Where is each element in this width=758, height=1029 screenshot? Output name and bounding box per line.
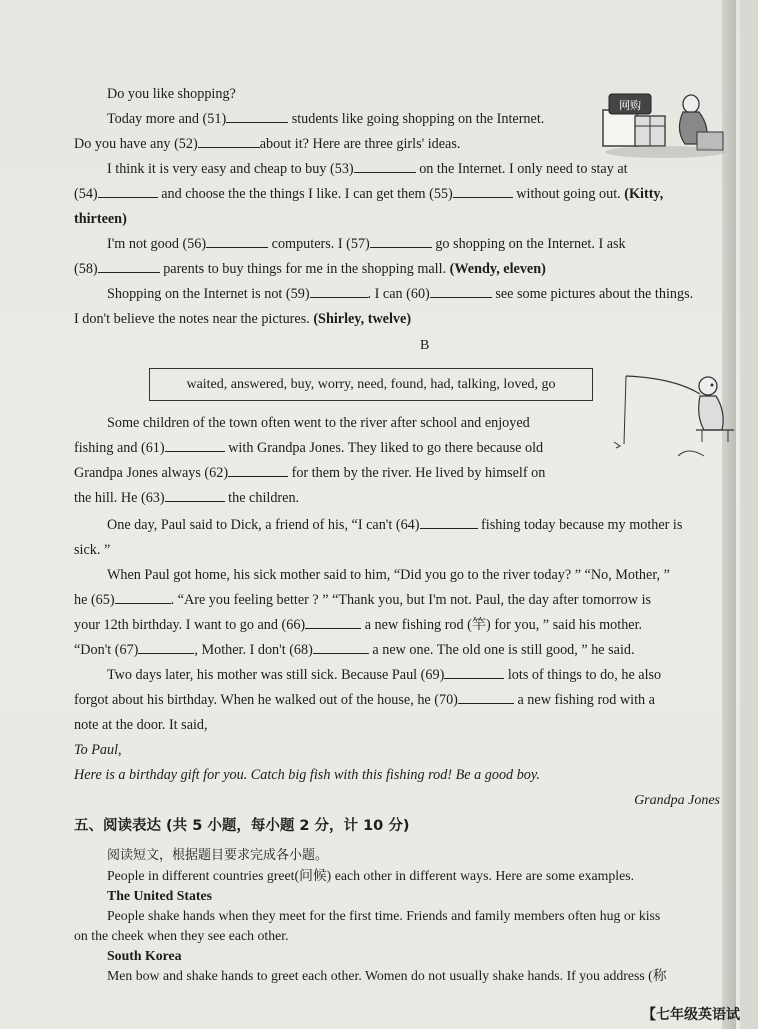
blank-57[interactable] [370, 233, 432, 248]
part-a-line-8: Shopping on the Internet is not (59) . I can (60) see some pictures about the things. [74, 282, 742, 307]
part-a-line-6: I'm not good (56) computers. I (57) go shopping on the Internet. I ask [74, 232, 742, 257]
part-a-line-7: (58) parents to buy things for me in the shopping mall. (Wendy, eleven) [74, 257, 742, 282]
section-5-instruction: 阅读短文，根据题目要求完成各小题。 [107, 848, 329, 863]
section-5-line-1: People in different countries greet(问候) each other in different ways. Here are some examples. [107, 868, 635, 883]
blank-68[interactable] [313, 639, 369, 654]
blank-52[interactable] [198, 133, 260, 148]
passage-title: Do you like shopping? [107, 86, 236, 102]
part-b-line-3: Grandpa Jones always (62) for them by the river. He lived by himself on [74, 461, 594, 486]
part-b-line-11: Two days later, his mother was still sick. Because Paul (69) lots of things to do, he also [74, 663, 742, 688]
part-b-line-2: fishing and (61) with Grandpa Jones. They liked to go there because old [74, 436, 594, 461]
fishing-illustration [604, 372, 744, 462]
heading-united-states: The United States [107, 888, 213, 903]
footer-label: 【七年级英语试 [642, 1007, 740, 1023]
section-5-line-4: Men bow and shake hands to greet each other. Women do not usually shake hands. If you address (称 [107, 968, 667, 983]
blank-56[interactable] [206, 233, 268, 248]
part-a-line-1: Today more and (51) students like going shopping on the Internet. [74, 107, 742, 132]
blank-67[interactable] [138, 639, 194, 654]
blank-69[interactable] [444, 664, 504, 679]
part-b-line-8: he (65) . “Are you feeling better ? ” “Thank you, but I'm not. Paul, the day after tomorrow is [74, 588, 742, 613]
part-b-line-9: your 12th birthday. I want to go and (66) a new fishing rod (竿) for you, ” said his mother. [74, 613, 742, 638]
note-body: Here is a birthday gift for you. Catch big fish with this fishing rod! Be a good boy. [74, 767, 540, 783]
part-b-line-6: sick. ” [74, 542, 111, 558]
part-a-line-5: thirteen) [74, 211, 127, 227]
part-a-line-2: Do you have any (52) about it? Here are three girls' ideas. [74, 132, 742, 157]
blank-60[interactable] [430, 283, 492, 298]
part-a-line-4: (54) and choose the the things I like. I can get them (55) without going out. (Kitty, [74, 182, 742, 207]
blank-64[interactable] [420, 514, 478, 529]
heading-south-korea: South Korea [107, 948, 182, 963]
part-a-line-9: I don't believe the notes near the pictures. (Shirley, twelve) [74, 311, 412, 327]
part-b-line-10: “Don't (67) , Mother. I don't (68) a new one. The old one is still good, ” he said. [74, 638, 742, 663]
section-5-title: 五、阅读表达 (共 5 小题，每小题 2 分，计 10 分) [74, 818, 410, 834]
note-greeting: To Paul, [74, 742, 122, 758]
blank-55[interactable] [453, 183, 513, 198]
section-5-line-2: People shake hands when they meet for the first time. Friends and family members often hug or kiss [107, 908, 661, 923]
blank-63[interactable] [165, 487, 225, 502]
blank-51[interactable] [226, 108, 288, 123]
section-5-line-3: on the cheek when they see each other. [74, 928, 289, 943]
blank-70[interactable] [458, 689, 514, 704]
blank-66[interactable] [305, 614, 361, 629]
part-b-line-12: forgot about his birthday. When he walked out of the house, he (70) a new fishing rod with a [74, 688, 742, 713]
part-a-line-3: I think it is very easy and cheap to buy (53) on the Internet. I only need to stay at [74, 157, 742, 182]
blank-65[interactable] [115, 589, 171, 604]
part-b-line-7: When Paul got home, his sick mother said to him, “Did you go to the river today? ” “No, Mother, ” [107, 567, 670, 583]
part-b-line-1: Some children of the town often went to the river after school and enjoyed [107, 415, 530, 431]
blank-54[interactable] [98, 183, 158, 198]
word-box: waited, answered, buy, worry, need, found, had, talking, loved, go [149, 368, 593, 401]
blank-53[interactable] [354, 158, 416, 173]
blank-61[interactable] [165, 437, 225, 452]
online-shopping-sign-text: 网购 [619, 99, 641, 112]
note-signature: Grandpa Jones [634, 793, 720, 808]
part-b-line-4: the hill. He (63) the children. [74, 486, 594, 511]
part-b-line-13: note at the door. It said, [74, 717, 208, 733]
blank-58[interactable] [98, 258, 160, 273]
part-b-heading: B [420, 338, 430, 353]
part-b-line-5: One day, Paul said to Dick, a friend of his, “I can't (64) fishing today because my mother is [74, 513, 742, 538]
blank-62[interactable] [228, 462, 288, 477]
blank-59[interactable] [310, 283, 368, 298]
